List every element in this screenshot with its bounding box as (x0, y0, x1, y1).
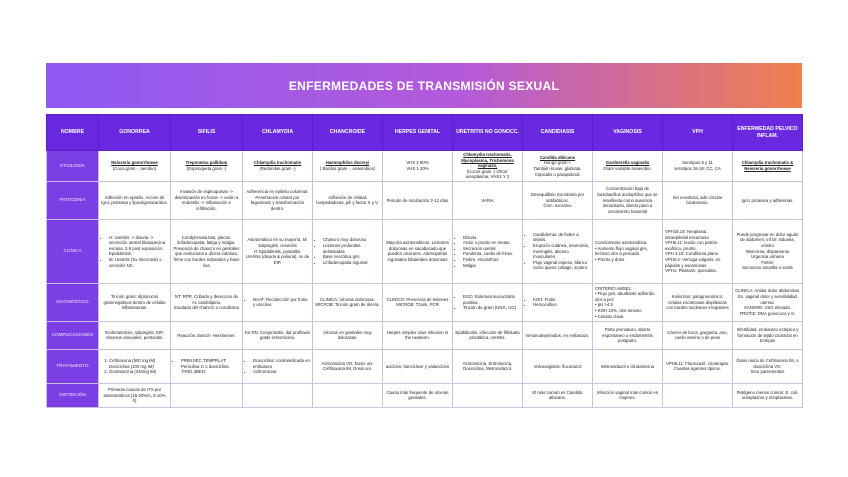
row-label: TRATAMIENTO (47, 349, 99, 383)
cell-line: Exudado del chancro o condiloma (174, 305, 239, 311)
cell-line: 1. Ceftriaxona (500 mg IM) Doxiciclina (100 mg IM) (109, 358, 168, 369)
cell-line: Herpes simplex virus infection in the newborn. (386, 329, 449, 341)
table-cell (663, 349, 733, 383)
cell-line: Neisseria gonorrhoeae (111, 160, 158, 166)
table-cell (523, 349, 593, 383)
cell-line: CRITERIO AMSEL: (595, 285, 633, 291)
table-row (47, 321, 803, 349)
cell-line: • H: Uretritis -> disuria -> secreción uretral blanquecina escasa. 2-5 post exposición. Epididimitis. (109, 235, 168, 257)
cell-line: Doxiciclina (100 mg IM) (109, 363, 154, 369)
cell-line: (Espiroqueta gram -) (186, 165, 227, 171)
column-header: ENFERMEDAD PELVICO INFLAM. (733, 115, 803, 151)
cell-line: Tinción gram: diplococos gramnegativos dentro de células inflamatorias. (103, 294, 166, 311)
cell-line: Menorrea, dispareunia (746, 248, 789, 254)
cell-line: También krusei, glabrata, (533, 165, 582, 171)
cell-line: Sino parenterales (750, 369, 785, 375)
table-cell (593, 151, 663, 182)
cell-line: • Secreción uretral (463, 246, 520, 252)
column-header: VAGINOSIS (593, 115, 663, 151)
cell-line: Uretritis (disuria & poliuria), sx de EIP. (245, 254, 310, 265)
cell-line: VPH1: Plantaris, queratina. (665, 268, 717, 274)
cell-line: (Redondas gram -) (259, 165, 296, 171)
cell-line: • NAAT: Recolección por frotis y uroclivo. (253, 297, 310, 308)
table-cell (313, 219, 383, 283)
cell-line: • Purulenta, cuello de fresa. (463, 251, 520, 257)
table-cell (453, 219, 523, 283)
cell-line: Gram variable anaerobio. (603, 165, 652, 171)
table-cell (453, 349, 523, 383)
table-cell (733, 349, 803, 383)
cell-line: • Celulas clave. (595, 313, 625, 319)
row-label: COMPLICACIONES (47, 321, 99, 349)
table-cell (733, 219, 803, 283)
cell-line: Chlamydia trachomatis, Mycoplasma, Trichomona vaginalis, (461, 152, 514, 169)
row-label: DIAGNÓSTICO (47, 283, 99, 321)
cell-line: • M: Uretritis (Sx miccional) o cervicitis NC. (109, 257, 168, 268)
page-title: ENFERMEDADES DE TRANSMISIÓN SEXUAL (288, 78, 560, 93)
cell-line: El más común es Candida albicans. (532, 389, 583, 401)
row-label: CLÍNICA (47, 219, 99, 283)
table-cell (99, 283, 171, 321)
table-row (47, 349, 803, 383)
column-header: VPH (663, 115, 733, 151)
table-cell (383, 181, 453, 219)
cell-line: Epididimitis, infeccion de fiñiduala prostática, uretritis. (455, 329, 520, 341)
table-row (47, 151, 803, 182)
cell-line: SANGRE: VSG elevada. (743, 305, 792, 311)
cell-line: • Doxiciclina: contraindicada en embarazo (253, 358, 310, 369)
cell-line: • Erupción cutánea, neumonía, meningitis, abceso musculares. (533, 243, 590, 260)
table-cell (593, 321, 663, 349)
table-cell (243, 383, 313, 407)
table-cell (99, 321, 171, 349)
cell-line: Patógeno menos común: E. coli, ureaplasma y mioplasmas. (736, 389, 799, 401)
cell-line: Adherencia en epitelio columnar. Penetracion celular por fagositosis y transformación dentro. (246, 189, 309, 211)
cell-line: • Flujo vaginal espeso, blanco como queso cottage, inoloro. (533, 260, 590, 271)
cell-line: Endometriosis, salpingitis, EIP, Abcesos anexiales, peritonitis. (105, 329, 164, 341)
cell-line: • Lesiones profundas delimitadas (323, 243, 380, 254)
table-cell (243, 321, 313, 349)
cell-line: (Coco gram -, aerobio) (112, 165, 157, 171)
cell-line: Fiebre (761, 259, 774, 265)
cell-line: • pH >4.5 (595, 302, 613, 308)
cell-line: Treponema pallidum (185, 160, 228, 166)
cell-line: Puede progresar en dolor agudo de abdomen, inf bil. Náusea, vómito (736, 231, 799, 249)
table-cell (593, 181, 663, 219)
table-cell (171, 283, 243, 321)
table-cell (243, 151, 313, 182)
table-cell (243, 219, 313, 283)
table-cell (593, 219, 663, 283)
table-cell (523, 151, 593, 182)
table-cell (171, 383, 243, 407)
table-cell (523, 181, 593, 219)
column-header: CANDIDIASIS (523, 115, 593, 151)
cell-line: Chlamydia trachomatis (253, 160, 302, 166)
table-cell (593, 383, 663, 407)
table-cell (663, 219, 733, 283)
table-cell (313, 181, 383, 219)
cell-line: • Tinción de gram (UNG, UG) (463, 305, 520, 311)
cell-line: Infertilidad, embarazo ectópico y formación de tejido cicatrizal en trompas (736, 327, 799, 344)
cell-line: Reacción Jarisch- Herxheimer. (177, 332, 236, 338)
cell-line: • Candidemia: de fiebre a sepsis. (533, 232, 590, 243)
column-header: CHANCROIDE (313, 115, 383, 151)
cell-line: • Malgia (463, 263, 520, 269)
cell-line: MICROB: Tinción gram de úlcera. (315, 302, 380, 308)
cell-line: • Base necrótica gris (323, 254, 380, 260)
table-cell (243, 349, 313, 383)
table-row (47, 383, 803, 407)
table-cell (663, 181, 733, 219)
cell-line: NT: RPR, Cribado y deteccion de Ac cardiolipina. (174, 294, 239, 305)
row-label: DISTINCIÓN (47, 383, 99, 407)
table-cell (733, 181, 803, 219)
cell-line: Azitromicina VO, Dosis uni. (321, 360, 374, 366)
table-cell (243, 181, 313, 219)
std-table (46, 114, 803, 408)
table-cell (171, 321, 243, 349)
cell-line: VHS 1 20% (406, 165, 429, 171)
cell-line: Presencia de chancro en genitales que evoluciona a úlcera indolora, firme con bordes indurados y base lisa (173, 245, 240, 268)
cell-line: ( Bacilos gram -, anaerobios) (319, 165, 376, 171)
table-cell (99, 181, 171, 219)
cell-line: CLINICA: Ulceras dolorosas. (320, 296, 375, 302)
table-cell (453, 181, 523, 219)
cell-line: VPH2,4: Verruga vulgaris, en pápulas y escamosas (665, 256, 721, 268)
cell-line: Serotipos 6 y 11 (682, 160, 713, 166)
table-row (47, 181, 803, 219)
cell-line: IgA1 proteasa y adhesinas. (741, 197, 794, 203)
column-header: NOMBRE (47, 115, 99, 151)
cell-line: Haemophilus ducreyi (325, 160, 370, 166)
cell-line: VPH 3,10: Condiloma plano (665, 251, 719, 257)
table-cell (733, 383, 803, 407)
table-cell (663, 321, 733, 349)
table-cell (523, 321, 593, 349)
table-cell (313, 321, 383, 349)
cell-line: 2. Gentamicina (240mg IM) (109, 369, 168, 375)
cell-line: serotipos 16-18: CC, CA (674, 165, 721, 171)
row-label: PATOGENIA (47, 181, 99, 219)
table-cell (383, 283, 453, 321)
table-cell (593, 349, 663, 383)
cell-line: • Azitromicina (253, 369, 310, 375)
table-cell (453, 383, 523, 407)
cell-line: Vulvovaginitis: fluconazol (533, 363, 582, 369)
table-cell (733, 283, 803, 321)
table-cell (171, 349, 243, 383)
cell-line: Cuestas agentes típicos. (673, 366, 722, 372)
cell-line: Ex. vaginal dolor y sensibilidad uterina. (738, 294, 797, 305)
cell-line: Inmunodeprimidos, en embarazo. (525, 332, 590, 338)
table-cell (99, 349, 171, 383)
cell-line: • Hemocultivo (533, 302, 590, 308)
table-cell (593, 283, 663, 321)
table-cell (663, 151, 733, 182)
header-row (47, 115, 803, 151)
table-cell (453, 283, 523, 321)
table-cell (313, 283, 383, 321)
cell-line: Azitromicina, Eritromicina, Doxiciclina, Metronidazol. (462, 360, 513, 372)
table-body (47, 151, 803, 408)
column-header: HERPES GENITAL (383, 115, 453, 151)
table-cell (523, 383, 593, 407)
table-cell (243, 283, 313, 321)
table-cell (523, 219, 593, 283)
cell-line: Candida albicans (539, 154, 576, 160)
cell-line: Parto prematuro, aborto espontaneo o endometritis postparto. (602, 327, 653, 344)
table-cell (99, 151, 171, 182)
cell-line: Condylomata lata, placas, linfadenopatia, fatiga y malgia. (177, 234, 236, 246)
cell-line: Primeras causas de ITS por asintomaticos (15-20%m, 5-10% h) (103, 387, 166, 404)
cell-line: FROTIS: DNA gonococo y cl. (739, 310, 796, 316)
cell-line: Chlamydia trachomatis & Neisseria gonorrhoeae (741, 160, 794, 171)
table-cell (733, 321, 803, 349)
column-header: CHLAMYDIA (243, 115, 313, 151)
title-banner (46, 63, 802, 108)
table-cell (171, 181, 243, 219)
cell-line: • PRIM,SEC,TEMPRLAT: Penicilina G o doxiciclina. TARD,3BEN: (181, 358, 240, 375)
cell-line: H: Epididimitis, postatitis. (253, 248, 302, 254)
cell-line: MICROB: Tzank, PCR (396, 302, 439, 308)
table-cell (99, 219, 171, 283)
table-cell (313, 349, 383, 383)
cell-line: VPH16,18: Neoplasia intraepitelial escamosa (665, 229, 709, 240)
table-cell (313, 383, 383, 407)
cell-line: VPH6,11: Fluorurazil, crioterapia. (666, 360, 729, 366)
cell-line: Invasión de espiroquetas -> diseminación en horas -> unión a endotelio -> inflamación e infiltración. (174, 189, 239, 211)
cell-line: Metronidazol o clindamicina (600, 363, 655, 369)
cell-line: • Chancro muy doloroso (323, 237, 380, 243)
table-cell (383, 349, 453, 383)
cell-line: • Prurito y dolor (595, 256, 625, 262)
table-row (47, 283, 803, 321)
cell-line: • Fiebre, escalofríos (463, 257, 520, 263)
cell-line: CLINICA: Anidar dolor abdominal. (735, 288, 800, 294)
cell-line: Urgencia urinaria (751, 254, 784, 260)
cell-line: Comúnmente asintomática. (595, 240, 648, 246)
cell-line: • Ardor o prurito en meato. (463, 240, 520, 246)
cell-line: • Disuria (463, 235, 520, 241)
table-cell (523, 283, 593, 321)
table-cell (171, 151, 243, 182)
cell-line: aciclovir, famciclovir y valaciclovir (385, 363, 450, 369)
table-cell (663, 283, 733, 321)
cell-line: Cáncer de boca, garganta, ano, cuello uterino o de pene (667, 329, 728, 341)
column-header: URETRITIS NO GONOCC. (453, 115, 523, 151)
table-cell (663, 383, 733, 407)
cell-line: VPH6,11: lesión con patrón exofítico, prurito. (665, 240, 717, 251)
cell-line: Infección vaginal más común en mujeres. (596, 389, 659, 401)
cell-line: Causa más frequente de ulceras genitales. (386, 389, 449, 401)
cell-line: tropicalis o parapsilosis (535, 171, 580, 177)
table-cell (453, 151, 523, 182)
cell-line: Asintomático en su mayoría, M: Salpingitis, cervicitis (247, 237, 308, 249)
table-cell (453, 321, 523, 349)
table-cell (383, 321, 453, 349)
cell-line: • Flujo gris, abudtante adherido olor a pez (595, 291, 655, 302)
table-cell (171, 219, 243, 283)
table-cell (733, 151, 803, 182)
cell-line: Ceftriaxona IM, Dosis uni. (322, 366, 373, 372)
row-label: ETIOLOGÍA (47, 151, 99, 182)
cell-line: Sin envoltura, adn circular bicatenario. (672, 194, 723, 206)
cell-line: • EGO: Esterasa leucocitaria positiva. (463, 294, 520, 305)
cell-line: (Cocos gram -) Otros: ureoplasma, VHS1 Y 2 (465, 168, 510, 180)
cell-line: • Aumento flujo vaginal gris, lechoso olor a pescado. (595, 245, 648, 257)
cell-line: Adhesión de células hospedadoras, pili y factor X y V. (316, 194, 379, 206)
table-cell (383, 151, 453, 182)
table-cell (313, 151, 383, 182)
cell-line: Mayoría asintomáticos. Lesiones dolorosas en sacabocado que pueden ulcerarse. Adenopatías inguinales bilaterales dolorosas (386, 240, 449, 262)
cell-line: • KOH: Frotis (533, 297, 590, 303)
cell-line: Hongo gram + (543, 160, 572, 166)
cell-line: VHS 2 80% (406, 160, 429, 166)
cell-line: Adhesión en epitelio. Accion de IgA1 proteasa y lipooligosacaridos. (101, 194, 168, 206)
cell-line: Periodo de incubación 2-12 días (386, 197, 449, 203)
cell-line: • Linfadenopatía inguinal (323, 260, 380, 266)
cell-line: En RN, Conjuntivitis, dar profilaxis gotas eritromicina. (245, 329, 310, 341)
cell-line: Koilocitos: patognomónico: celulas escamosas displásicas con bordes nucleares irregulares (666, 294, 729, 311)
cell-line: Secreción amarilla o verde (742, 265, 793, 271)
column-header: GONORREA (99, 115, 171, 151)
cell-line: VARIA (481, 197, 494, 203)
cell-line: Desequilibrio microbiota por antibióticos. (530, 192, 585, 203)
cell-line: Dosis única de Ceftriaxona IM, o doxiciclina VO. (736, 358, 799, 369)
table-cell (99, 383, 171, 407)
cell-line: Crec. excesivo (543, 203, 572, 209)
column-header: SIFILIS (171, 115, 243, 151)
table-cell (383, 219, 453, 283)
table-row (47, 219, 803, 283)
cell-line: • KOH 10%, olor amonio (595, 307, 642, 313)
cell-line: Ulceras en genitales muy dolorosas. (323, 329, 372, 341)
table-cell (383, 383, 453, 407)
cell-line: Concentración baja de lactobacillus acidophilus que se manifiesta como ausencia inmunitaria, dando paso a crecimiento bacterial (597, 186, 658, 214)
cell-line: Gardnerella vaginalis (605, 160, 650, 166)
cell-line: CLINICO: Presencia de lesiones (386, 296, 449, 302)
